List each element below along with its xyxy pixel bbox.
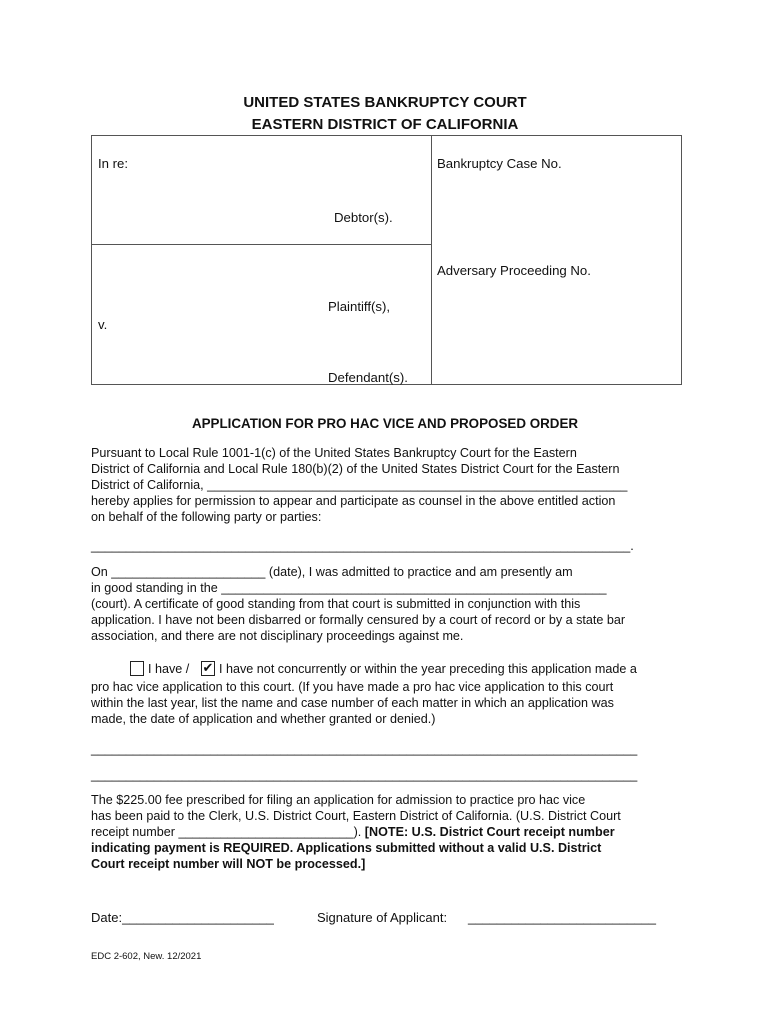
para4-line1: The $225.00 fee prescribed for filing an application for admission to practice pro hac vice: [91, 793, 586, 807]
para2-line4: application. I have not been disbarred or formally censured by a court of record or by a state bar: [91, 613, 626, 627]
para1-line2: District of California and Local Rule 180(b)(2) of the United States District Court for the Eastern: [91, 462, 620, 476]
receipt-number-field[interactable]: receipt number _________________________).: [91, 825, 362, 839]
para2-line3: (court). A certificate of good standing from that court is submitted in conjunction with this: [91, 597, 581, 611]
have-not-checkbox[interactable]: [201, 661, 215, 676]
party-blank-line[interactable]: _____________________________________________________________________________.: [91, 539, 634, 553]
adversary-number-label: Adversary Proceeding No.: [437, 263, 591, 278]
para3-line1: I have not concurrently or within the year preceding this application made a: [219, 662, 637, 676]
para1-line1: Pursuant to Local Rule 1001-1(c) of the United States Bankruptcy Court for the Eastern: [91, 446, 577, 460]
have-not-check-mark: ✔: [202, 660, 214, 675]
para3-line4: made, the date of application and whether granted or denied.): [91, 712, 436, 726]
plaintiffs-label: Plaintiff(s),: [328, 299, 391, 314]
para3-line3: within the last year, list the name and case number of each matter in which an application was: [91, 696, 614, 710]
para2-line5: association, and there are not disciplinary proceedings against me.: [91, 629, 464, 643]
caption-divider: [431, 136, 432, 384]
para1-line4: hereby applies for permission to appear and participate as counsel in the above entitled action: [91, 494, 616, 508]
case-number-label: Bankruptcy Case No.: [437, 156, 562, 171]
form-title: APPLICATION FOR PRO HAC VICE AND PROPOSED ORDER: [191, 416, 579, 431]
prior-applications-blank-1[interactable]: ______________________________________________________________________________: [91, 742, 638, 756]
case-caption-box: [91, 135, 682, 385]
court-name: UNITED STATES BANKRUPTCY COURT: [243, 94, 527, 111]
receipt-note: [NOTE: U.S. District Court receipt number: [361, 825, 615, 839]
caption-hline: [92, 244, 431, 245]
para2-line1: On ______________________ (date), I was admitted to practice and am presently am: [91, 565, 573, 579]
para4-line2: has been paid to the Clerk, U.S. District Court, Eastern District of California. (U.S. District Court: [91, 809, 621, 823]
debtors-label: Debtor(s).: [334, 210, 393, 225]
defendants-label: Defendant(s).: [328, 370, 408, 385]
para4-line4: indicating payment is REQUIRED. Applications submitted without a valid U.S. District: [91, 841, 602, 855]
date-field[interactable]: Date:_____________________: [91, 910, 274, 925]
in-re-label: In re:: [98, 156, 129, 171]
para4-line5: Court receipt number will NOT be processed.]: [91, 857, 366, 871]
para4-line3: [91, 824, 615, 840]
signature-field[interactable]: __________________________: [468, 910, 656, 925]
para1-line3: District of California, ____________________________________________________________: [91, 478, 628, 492]
form-number: EDC 2-602, New. 12/2021: [91, 951, 202, 962]
have-label: I have /: [148, 662, 190, 676]
versus-label: v.: [98, 317, 108, 332]
para1-line5: on behalf of the following party or parties:: [91, 510, 322, 524]
court-district: EASTERN DISTRICT OF CALIFORNIA: [251, 116, 519, 133]
para3-line2: pro hac vice application to this court. (If you have made a pro hac vice application to this court: [91, 680, 614, 694]
para2-line2: in good standing in the _______________________________________________________: [91, 581, 607, 595]
signature-label: Signature of Applicant:: [317, 910, 448, 925]
prior-applications-blank-2[interactable]: ______________________________________________________________________________: [91, 768, 638, 782]
have-checkbox[interactable]: [130, 661, 144, 676]
